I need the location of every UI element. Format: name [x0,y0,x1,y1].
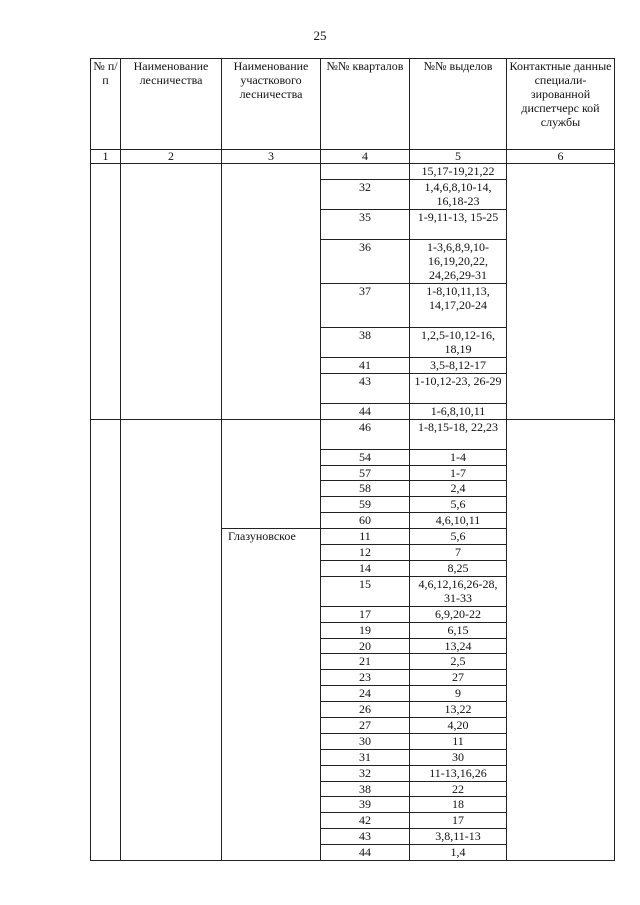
header-cell-index: № п/п [91,59,121,150]
plots-cell: 1-7 [410,465,507,481]
plots-cell: 6,15 [410,622,507,638]
plots-cell: 1-9,11-13, 15-25 [410,209,507,239]
plots-cell: 4,20 [410,718,507,734]
plots-cell: 27 [410,670,507,686]
plots-cell: 1-8,10,11,13, 14,17,20-24 [410,283,507,327]
quarter-cell [321,164,410,180]
quarter-cell: 15 [321,576,410,606]
header-cell-forestry: Наименование лесничества [121,59,222,150]
plots-cell: 2,4 [410,481,507,497]
quarter-cell: 17 [321,606,410,622]
header-cell-plots: №№ выделов [410,59,507,150]
page-number: 25 [313,28,327,43]
plots-cell: 9 [410,686,507,702]
table-row [91,164,615,180]
plots-cell: 2,5 [410,654,507,670]
quarter-cell: 12 [321,545,410,561]
plots-cell: 18 [410,797,507,813]
plots-cell: 6,9,20-22 [410,606,507,622]
plots-cell: 1-6,8,10,11 [410,403,507,419]
header-row [91,59,615,150]
forestry-cell [121,419,222,860]
column-number: 3 [222,150,321,164]
quarter-cell: 42 [321,813,410,829]
table-body [91,59,615,861]
quarter-cell: 37 [321,283,410,327]
plots-cell: 11-13,16,26 [410,765,507,781]
plots-cell: 1,2,5-10,12-16, 18,19 [410,327,507,357]
header-cell-district: Наименование участкового лесничества [222,59,321,150]
contacts-cell [507,164,615,420]
quarter-cell: 14 [321,560,410,576]
district-cell [222,164,321,420]
quarter-cell: 57 [321,465,410,481]
column-number: 4 [321,150,410,164]
quarter-cell: 44 [321,845,410,861]
quarter-cell: 32 [321,765,410,781]
table-row [91,419,615,449]
forestry-table [90,58,615,861]
plots-cell: 11 [410,733,507,749]
quarter-cell: 30 [321,733,410,749]
quarter-cell: 35 [321,209,410,239]
column-number: 6 [507,150,615,164]
district-cell [222,419,321,528]
plots-cell: 13,22 [410,702,507,718]
quarter-cell: 36 [321,239,410,283]
district-cell: Глазуновское [222,529,321,861]
contacts-cell [507,419,615,860]
header-cell-quarters: №№ кварталов [321,59,410,150]
quarter-cell: 32 [321,179,410,209]
plots-cell: 1-10,12-23, 26-29 [410,373,507,403]
quarter-cell: 24 [321,686,410,702]
quarter-cell: 27 [321,718,410,734]
plots-cell: 1-4 [410,449,507,465]
quarter-cell: 58 [321,481,410,497]
plots-cell: 8,25 [410,560,507,576]
quarter-cell: 20 [321,638,410,654]
quarter-cell: 21 [321,654,410,670]
quarter-cell: 19 [321,622,410,638]
plots-cell: 1-8,15-18, 22,23 [410,419,507,449]
forestry-cell [121,164,222,420]
quarter-cell: 43 [321,829,410,845]
plots-cell: 5,6 [410,497,507,513]
index-cell [91,419,121,860]
plots-cell: 15,17-19,21,22 [410,164,507,180]
quarter-cell: 44 [321,403,410,419]
quarter-cell: 23 [321,670,410,686]
plots-cell: 22 [410,781,507,797]
quarter-cell: 31 [321,749,410,765]
plots-cell: 17 [410,813,507,829]
plots-cell: 30 [410,749,507,765]
index-cell [91,164,121,420]
plots-cell: 3,8,11-13 [410,829,507,845]
plots-cell: 5,6 [410,529,507,545]
plots-cell: 4,6,10,11 [410,513,507,529]
header-cell-contacts: Контактные данные специали-зированной диспетчерс кой службы [507,59,615,150]
plots-cell: 1-3,6,8,9,10-16,19,20,22, 24,26,29-31 [410,239,507,283]
plots-cell: 1,4,6,8,10-14, 16,18-23 [410,179,507,209]
quarter-cell: 46 [321,419,410,449]
column-number-row [91,150,615,164]
quarter-cell: 38 [321,781,410,797]
plots-cell: 4,6,12,16,26-28, 31-33 [410,576,507,606]
plots-cell: 7 [410,545,507,561]
quarter-cell: 43 [321,373,410,403]
quarter-cell: 39 [321,797,410,813]
quarter-cell: 26 [321,702,410,718]
plots-cell: 3,5-8,12-17 [410,357,507,373]
plots-cell: 1,4 [410,845,507,861]
plots-cell: 13,24 [410,638,507,654]
quarter-cell: 59 [321,497,410,513]
quarter-cell: 54 [321,449,410,465]
quarter-cell: 38 [321,327,410,357]
quarter-cell: 60 [321,513,410,529]
column-number: 5 [410,150,507,164]
column-number: 1 [91,150,121,164]
quarter-cell: 41 [321,357,410,373]
column-number: 2 [121,150,222,164]
quarter-cell: 11 [321,529,410,545]
